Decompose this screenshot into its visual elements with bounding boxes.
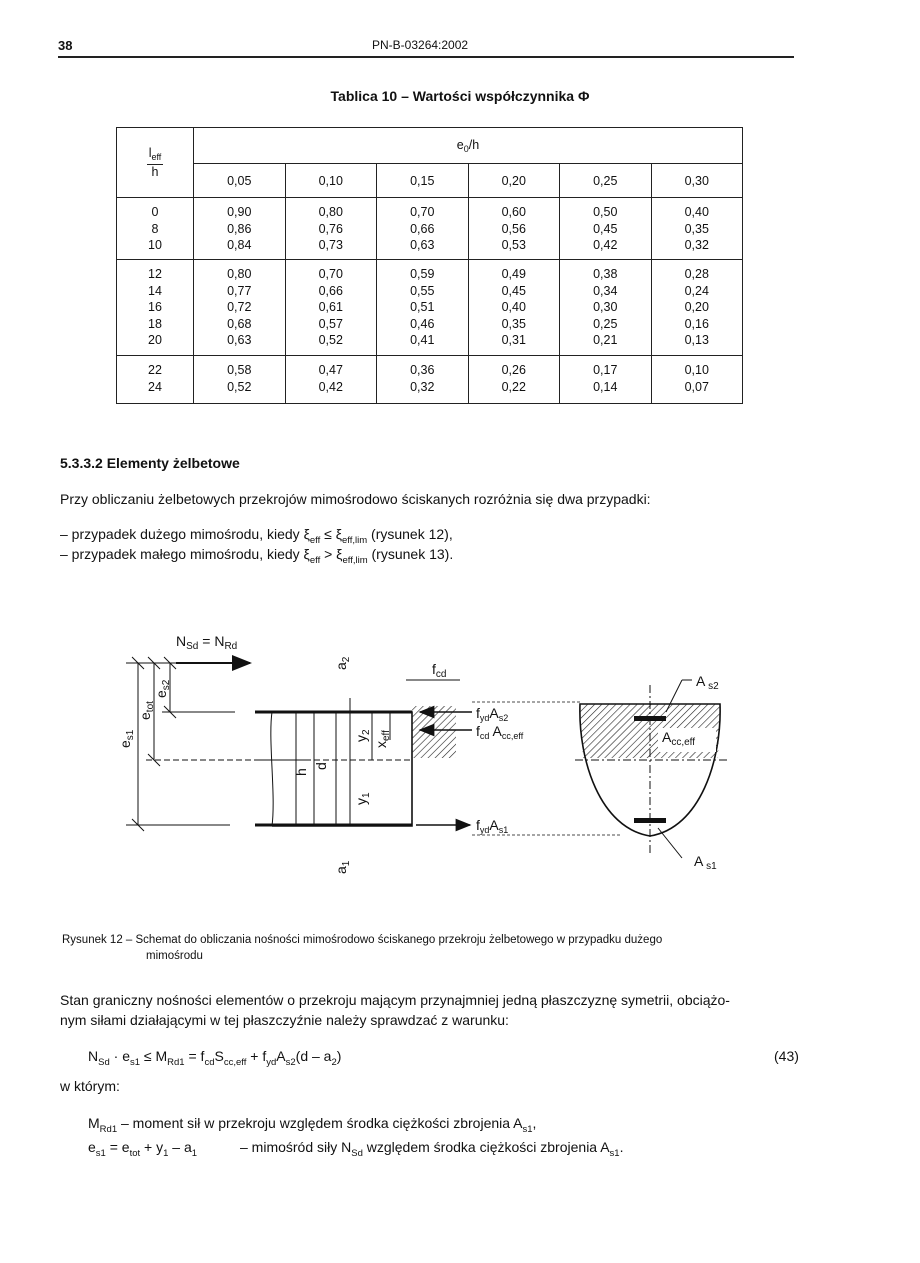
value-cell: 0,80 0,76 0,73 bbox=[285, 198, 377, 260]
value-cell: 0,80 0,77 0,72 0,68 0,63 bbox=[194, 260, 286, 356]
value-cell: 0,70 0,66 0,63 bbox=[377, 198, 469, 260]
col-group-header: $e_0/h$ bbox=[194, 128, 743, 164]
value-cell: 0,60 0,56 0,53 bbox=[468, 198, 560, 260]
lead-cell: 12 14 16 18 20 bbox=[117, 260, 194, 356]
equation-number: (43) bbox=[774, 1048, 799, 1064]
figure-caption: Rysunek 12 – Schemat do obliczania nośności mimośrodowo ściskanego przekroju żelbetowego w przypadku dużego mimośrodu bbox=[62, 934, 663, 962]
a2-label: $a_2$ bbox=[333, 656, 352, 670]
standard-id: PN-B-03264:2002 bbox=[372, 38, 469, 52]
body-paragraph: Stan graniczny nośności elementów o przekroju mającym przynajmniej jedną płaszczyznę symetrii, obciążo- nym siłami działającymi w tej płaszczyźnie należy sprawdzać z warunku: bbox=[60, 992, 730, 1028]
case-large-eccentricity: – przypadek dużego mimośrodu, kiedy $\xi_{eff} \le \xi_{eff,lim}$ (rysunek 12), bbox=[60, 526, 453, 546]
value-cell: 0,40 0,35 0,32 bbox=[651, 198, 743, 260]
value-cell: 0,50 0,45 0,42 bbox=[560, 198, 652, 260]
value-cell: 0,36 0,32 bbox=[377, 356, 469, 404]
figure-12-diagram bbox=[110, 630, 750, 880]
value-cell: 0,59 0,55 0,51 0,46 0,41 bbox=[377, 260, 469, 356]
case-small-eccentricity: – przypadek małego mimośrodu, kiedy $\xi_{eff} > \xi_{eff,lim}$ (rysunek 13). bbox=[60, 546, 454, 566]
y1-label: $y_1$ bbox=[353, 792, 372, 805]
leff-over-h: $\frac{l_{eff}}{h}$ bbox=[148, 146, 162, 179]
x-eff-label: $x_{eff}$ bbox=[373, 730, 392, 748]
col-header: 0,30 bbox=[651, 164, 743, 198]
value-cell: 0,17 0,14 bbox=[560, 356, 652, 404]
value-cell: 0,38 0,34 0,30 0,25 0,21 bbox=[560, 260, 652, 356]
lead-header bbox=[117, 128, 194, 198]
lead-cell: 0 8 10 bbox=[117, 198, 194, 260]
value-cell: 0,26 0,22 bbox=[468, 356, 560, 404]
value-cell: 0,10 0,07 bbox=[651, 356, 743, 404]
section-intro: Przy obliczaniu żelbetowych przekrojów mimośrodowo ściskanych rozróżnia się dwa przypadki: bbox=[60, 491, 651, 507]
svg-text:NSd = NRd: $N_{Sd} = N_{Rd}$ bbox=[176, 633, 238, 652]
definition-es1: $e_{s1} = e_{tot} + y_1 - a_1$ bbox=[88, 1139, 198, 1159]
header-rule bbox=[58, 56, 794, 58]
cross-section bbox=[575, 680, 730, 858]
phi-table bbox=[116, 127, 743, 404]
e-tot-label: $e_{tot}$ bbox=[137, 701, 156, 720]
fyd-as1-label: $f_{yd}A_{s1}$ bbox=[476, 817, 509, 835]
section-heading: 5.3.3.2 Elementy żelbetowe bbox=[60, 455, 240, 471]
where-label: w którym: bbox=[60, 1078, 120, 1094]
page-number: 38 bbox=[58, 38, 73, 53]
e-s2-label: $e_{s2}$ bbox=[153, 679, 172, 698]
value-cell: 0,90 0,86 0,84 bbox=[194, 198, 286, 260]
fyd-as2-label: $f_{yd}A_{s2}$ bbox=[476, 705, 509, 723]
col-header: 0,20 bbox=[468, 164, 560, 198]
value-cell: 0,58 0,52 bbox=[194, 356, 286, 404]
d-label: d bbox=[313, 762, 329, 770]
As1-label: A $_{s1}$ bbox=[694, 853, 717, 872]
force-label bbox=[176, 633, 237, 652]
table-group bbox=[117, 260, 743, 356]
eccentricity-dimensions bbox=[126, 657, 310, 831]
Acc-label: $A_{cc,eff}$ bbox=[662, 729, 696, 748]
fcd-label: $f_{cd}$ bbox=[432, 661, 447, 680]
value-cell: 0,70 0,66 0,61 0,57 0,52 bbox=[285, 260, 377, 356]
member-section bbox=[255, 698, 412, 826]
value-cell: 0,49 0,45 0,40 0,35 0,31 bbox=[468, 260, 560, 356]
fcd-acc-label: $f_{cd}$ $A_{cc,eff}$ bbox=[476, 723, 524, 741]
e-s1-label: $e_{s1}$ bbox=[117, 729, 136, 748]
value-cell: 0,28 0,24 0,20 0,16 0,13 bbox=[651, 260, 743, 356]
definition-mrd1: $M_{Rd1}$ – moment sił w przekroju względem środka ciężkości zbrojenia $A_{s1}$, bbox=[88, 1115, 537, 1135]
col-header: 0,10 bbox=[285, 164, 377, 198]
table-group bbox=[117, 356, 743, 404]
col-header: 0,05 bbox=[194, 164, 286, 198]
table-title: Tablica 10 – Wartości współczynnika Φ bbox=[330, 88, 590, 104]
value-cell: 0,47 0,42 bbox=[285, 356, 377, 404]
equation-43: $N_{Sd} \cdot e_{s1} \le M_{Rd1} = f_{cd}S_{cc,eff} + f_{yd}A_{s2}(d - a_2)$ bbox=[88, 1048, 342, 1068]
col-header: 0,25 bbox=[560, 164, 652, 198]
stress-block bbox=[412, 706, 456, 758]
As2-label: A $_{s2}$ bbox=[696, 673, 719, 692]
column-header-row bbox=[117, 164, 743, 198]
lead-cell: 22 24 bbox=[117, 356, 194, 404]
h-label: h bbox=[293, 768, 309, 776]
y2-label: $y_2$ bbox=[353, 729, 372, 742]
col-header: 0,15 bbox=[377, 164, 469, 198]
table-group bbox=[117, 198, 743, 260]
a1-label: $a_1$ bbox=[333, 860, 352, 874]
definition-es1-text: – mimośród siły $N_{Sd}$ względem środka ciężkości zbrojenia $A_{s1}$. bbox=[240, 1139, 624, 1159]
